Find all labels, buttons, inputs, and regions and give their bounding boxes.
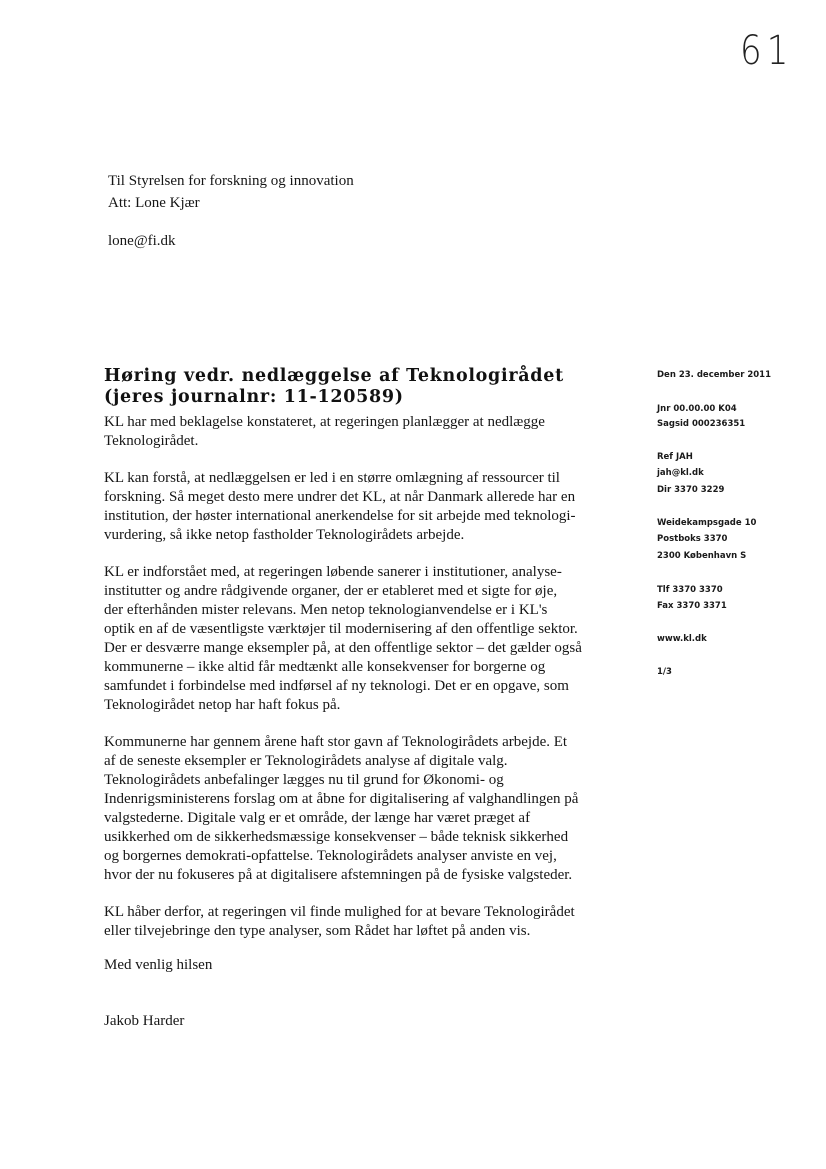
letter-body <box>104 413 624 959</box>
telephone: Tlf 3370 3370 <box>657 585 723 595</box>
letter-date: Den 23. december 2011 <box>657 370 772 380</box>
recipient-email: lone@fi.dk <box>108 233 176 249</box>
recipient-attention: Att: Lone Kjær <box>108 195 200 211</box>
body-paragraph: KL håber derfor, at regeringen vil finde mulighed for at bevare Teknologirådet eller tilvejebringe den type analyser, som Rådet har løftet på anden vis. <box>104 904 575 939</box>
handwritten-page-number: 61 <box>740 28 794 74</box>
recipient-organization: Til Styrelsen for forskning og innovation <box>108 173 354 189</box>
body-paragraph: KL er indforstået med, at regeringen løbende sanerer i institutioner, analyse- institutter og andre rådgivende organer, der er etableret med et sigte for øje, der efterhånden mister relevans. Men netop teknologianvendelse er i KL's optik en af de væsentligste værktøjer til modernisering af den offentlige sektor. Der er desværre mange eksempler på, at den offentlige sektor – det gælder også kommunerne – ikke altid får medtænkt alle konsekvenser for borgerne og samfundet i forbindelse med indførsel af ny teknologi. Det er en opgave, som Teknologirådet netop har haft fokus på. <box>104 564 582 713</box>
signature-name: Jakob Harder <box>104 1013 185 1029</box>
page-indicator: 1/3 <box>657 667 672 677</box>
website: www.kl.dk <box>657 634 707 644</box>
closing-greeting: Med venlig hilsen <box>104 957 213 973</box>
reference-email: jah@kl.dk <box>657 468 704 478</box>
postbox: Postboks 3370 <box>657 534 728 544</box>
direct-phone: Dir 3370 3229 <box>657 485 725 495</box>
letter-subject: Høring vedr. nedlæggelse af Teknologirådet (jeres journalnr: 11-120589) <box>104 366 564 407</box>
reference: Ref JAH <box>657 452 693 462</box>
case-id: Sagsid 000236351 <box>657 419 746 429</box>
body-paragraph: KL kan forstå, at nedlæggelsen er led i en større omlægning af ressourcer til forskning. Så meget desto mere undrer det KL, at når Danmark allerede har en institution, der høster international anerkendelse for sit arbejde med teknologi- vurdering, så ikke netop fastholder Teknologirådets arbejde. <box>104 470 576 543</box>
journal-number: Jnr 00.00.00 K04 <box>657 404 737 414</box>
recipient-block <box>108 170 354 214</box>
body-paragraph: Kommunerne har gennem årene haft stor gavn af Teknologirådets arbejde. Et af de seneste eksempler er Teknologirådets analyse af digitale valg. Teknologirådets anbefalinger lægges nu til grund for Økonomi- og Indenrigsministerens forslag om at åbne for digitalisering af valghandlingen på valgstederne. Digitale valg er et område, der længe har været præget af usikkerhed om de sikkerhedsmæssige konsekvenser – både teknisk sikkerhed og borgernes demokrati-opfattelse. Teknologirådets analyser anviste en vej, hvor der nu fokuseres på at digitalisere afstemningen på de fysiske valgsteder. <box>104 734 579 883</box>
body-paragraph: KL har med beklagelse konstateret, at regeringen planlægger at nedlægge Teknologirådet. <box>104 414 545 449</box>
street-address: Weidekampsgade 10 <box>657 518 757 528</box>
city: 2300 København S <box>657 551 747 561</box>
fax: Fax 3370 3371 <box>657 601 727 611</box>
